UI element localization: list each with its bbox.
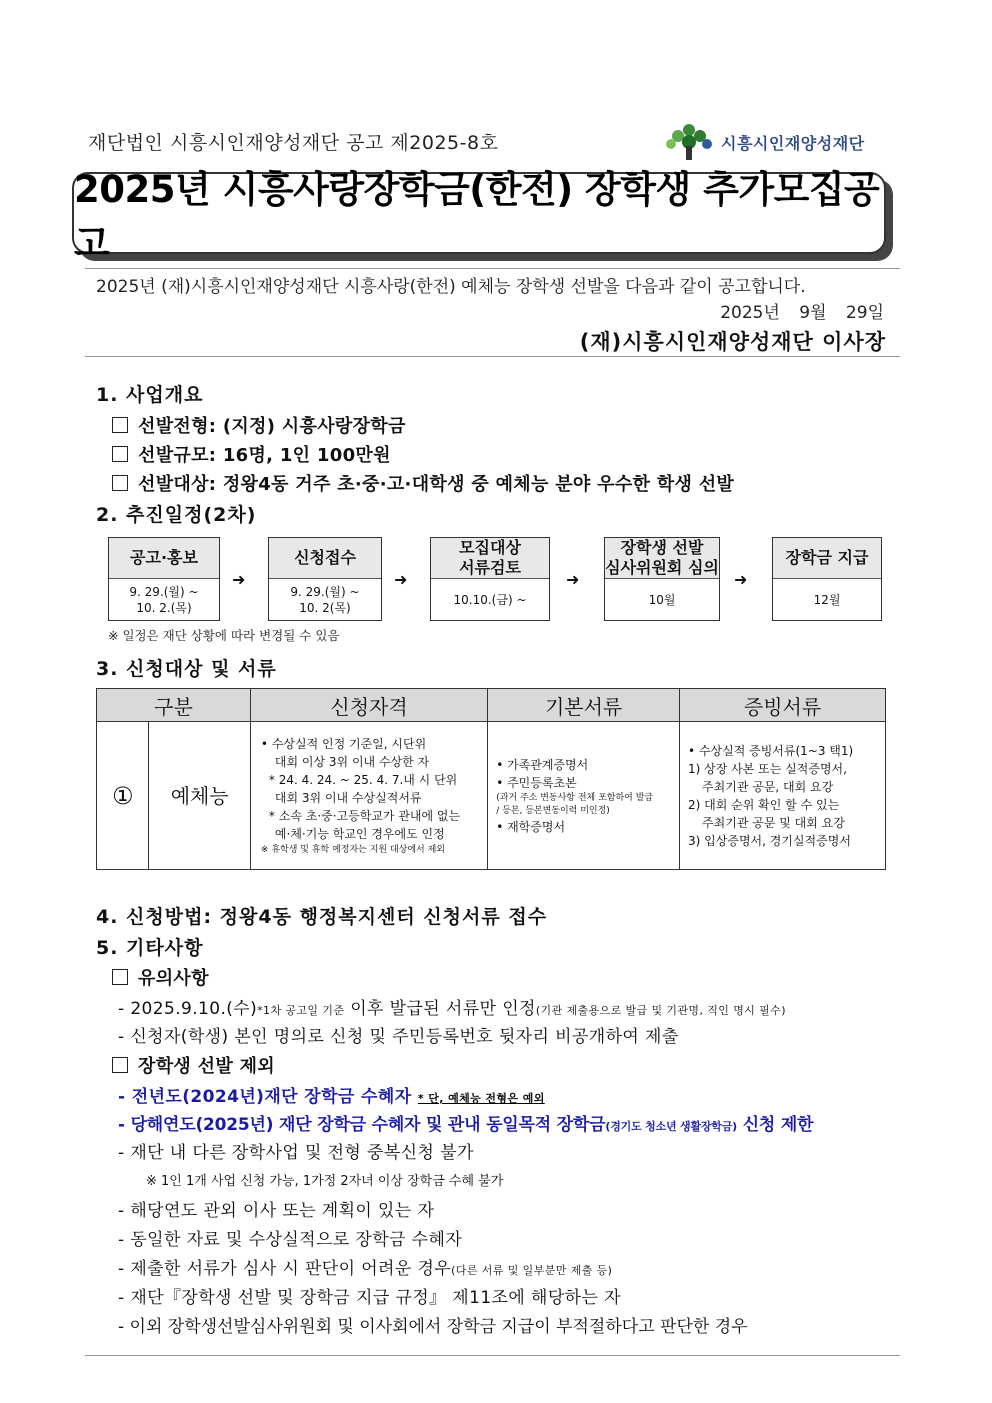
exclusion-item: - 재단 내 다른 장학사업 및 전형 중복신청 불가 — [118, 1143, 474, 1163]
section5-title: 5. 기타사항 — [96, 937, 204, 959]
table-header-row — [97, 689, 886, 722]
section2-title: 2. 추진일정(2차) — [96, 504, 257, 526]
requirements-table — [96, 688, 886, 870]
overview-item: 선발규모: 16명, 1인 100만원 — [112, 441, 391, 467]
schedule-step-announce: 공고·홍보 9. 29.(월) ~ 10. 2.(목) — [108, 537, 220, 621]
intro-text: 2025년 (재)시흥시인재양성재단 시흥사랑(한전) 예체능 장학생 선발을 다음과 같이 공고합니다. — [96, 277, 806, 297]
logo-text: 시흥시인재양성재단 — [721, 133, 865, 153]
arrow-right-icon: ➜ — [734, 570, 748, 589]
col-category: 구분 — [97, 689, 251, 722]
arrow-right-icon: ➜ — [394, 570, 408, 589]
overview-item: 선발대상: 정왕4동 거주 초·중·고·대학생 중 예체능 분야 우수한 학생 선발 — [112, 470, 734, 496]
divider — [85, 268, 900, 269]
proof-docs-cell: • 수상실적 증빙서류(1~3 택1) 1) 상장 사본 또는 실적증명서, 주최기관 공문, 대회 요강 2) 대회 순위 확인 할 수 있는 주최기관 공문 및 대회 요강 3) 입상증명서, 경기실적증명서 — [680, 722, 886, 870]
tree-logo-icon — [663, 122, 715, 162]
divider — [85, 1355, 900, 1356]
arrow-right-icon: ➜ — [566, 570, 580, 589]
arrow-right-icon: ➜ — [232, 570, 246, 589]
exclusion-item: - 당해연도(2025년) 재단 장학금 수혜자 및 관내 동일목적 장학금(경기도 청소년 생활장학금) 신청 제한 — [118, 1115, 814, 1135]
exclusion-item: - 이외 장학생선발심사위원회 및 이사회에서 장학금 지급이 부적절하다고 판단한 경우 — [118, 1317, 748, 1337]
schedule-step-committee: 장학생 선발 심사위원회 심의 10월 — [604, 537, 720, 621]
exclusion-item: - 제출한 서류가 심사 시 판단이 어려운 경우(다른 서류 및 일부분만 제출 등) — [118, 1259, 613, 1279]
note-item: - 2025.9.10.(수)*1차 공고일 기준 이후 발급된 서류만 인정(기관 제출용으로 발급 및 기관명, 직인 명시 필수) — [118, 999, 786, 1019]
col-proof-docs: 증빙서류 — [680, 689, 886, 722]
notice-number: 재단법인 시흥시인재양성재단 공고 제2025-8호 — [88, 132, 499, 154]
row-category: 예체능 — [149, 722, 250, 870]
basic-docs-cell: • 가족관계증명서 • 주민등록초본 (과거 주소 변동사항 전체 포함하여 발급 / 등본, 등본변동이력 미인정) • 재학증명서 — [488, 722, 680, 870]
exclusion-item: - 재단『장학생 선발 및 장학금 지급 규정』 제11조에 해당하는 자 — [118, 1288, 621, 1308]
divider — [85, 356, 900, 357]
schedule-note: ※ 일정은 재단 상황에 따라 변경될 수 있음 — [108, 628, 340, 643]
foundation-logo — [663, 120, 883, 164]
subsection-exclusions: 장학생 선발 제외 — [112, 1052, 275, 1078]
exclusion-note: ※ 1인 1개 사업 신청 가능, 1가정 2자녀 이상 장학금 수혜 불가 — [146, 1174, 504, 1189]
schedule-step-payment: 장학금 지급 12월 — [772, 537, 882, 621]
square-icon — [112, 446, 128, 462]
col-basic-docs: 기본서류 — [488, 689, 680, 722]
section4-title: 4. 신청방법: 정왕4동 행정복지센터 신청서류 접수 — [96, 906, 548, 928]
row-number: ① — [97, 722, 149, 870]
exclusion-item: - 동일한 자료 및 수상실적으로 장학금 수혜자 — [118, 1230, 463, 1250]
qualification-cell: • 수상실적 인정 기준일, 시단위 대회 이상 3위 이내 수상한 자 * 24. 4. 24. ~ 25. 4. 7.내 시 단위 대회 3위 이내 수상실적서류 * 소속 초·중·고등학교가 관내에 없는 예·체·기능 학교인 경우에도 인정 ※ 휴학생 및 휴학 예정자는 지원 대상에서 제외 — [250, 722, 487, 870]
subsection-notes: 유의사항 — [112, 964, 209, 990]
title-box — [72, 168, 886, 265]
col-qualification: 신청자격 — [250, 689, 487, 722]
page-title: 2025년 시흥사랑장학금(한전) 장학생 추가모집공고 — [74, 168, 880, 265]
exclusion-item: - 해당연도 관외 이사 또는 계획이 있는 자 — [118, 1201, 435, 1221]
overview-item: 선발전형: (지정) 시흥사랑장학금 — [112, 412, 406, 438]
square-icon — [112, 1057, 128, 1073]
schedule-step-review: 모집대상 서류검토 10.10.(금) ~ — [430, 537, 550, 621]
square-icon — [112, 475, 128, 491]
section1-title: 1. 사업개요 — [96, 384, 204, 406]
section3-title: 3. 신청대상 및 서류 — [96, 658, 277, 680]
notice-date: 2025년 9월 29일 — [720, 303, 884, 323]
square-icon — [112, 417, 128, 433]
exclusion-item: - 전년도(2024년)재단 장학금 수혜자 * 단, 예체능 전형은 예외 — [118, 1087, 545, 1107]
note-item: - 신청자(학생) 본인 명의로 신청 및 주민등록번호 뒷자리 비공개하여 제출 — [118, 1027, 679, 1047]
square-icon — [112, 969, 128, 985]
table-row — [97, 722, 886, 870]
issuer: (재)시흥시인재양성재단 이사장 — [579, 330, 886, 354]
schedule-step-apply: 신청접수 9. 29.(월) ~ 10. 2(목) — [268, 537, 382, 621]
